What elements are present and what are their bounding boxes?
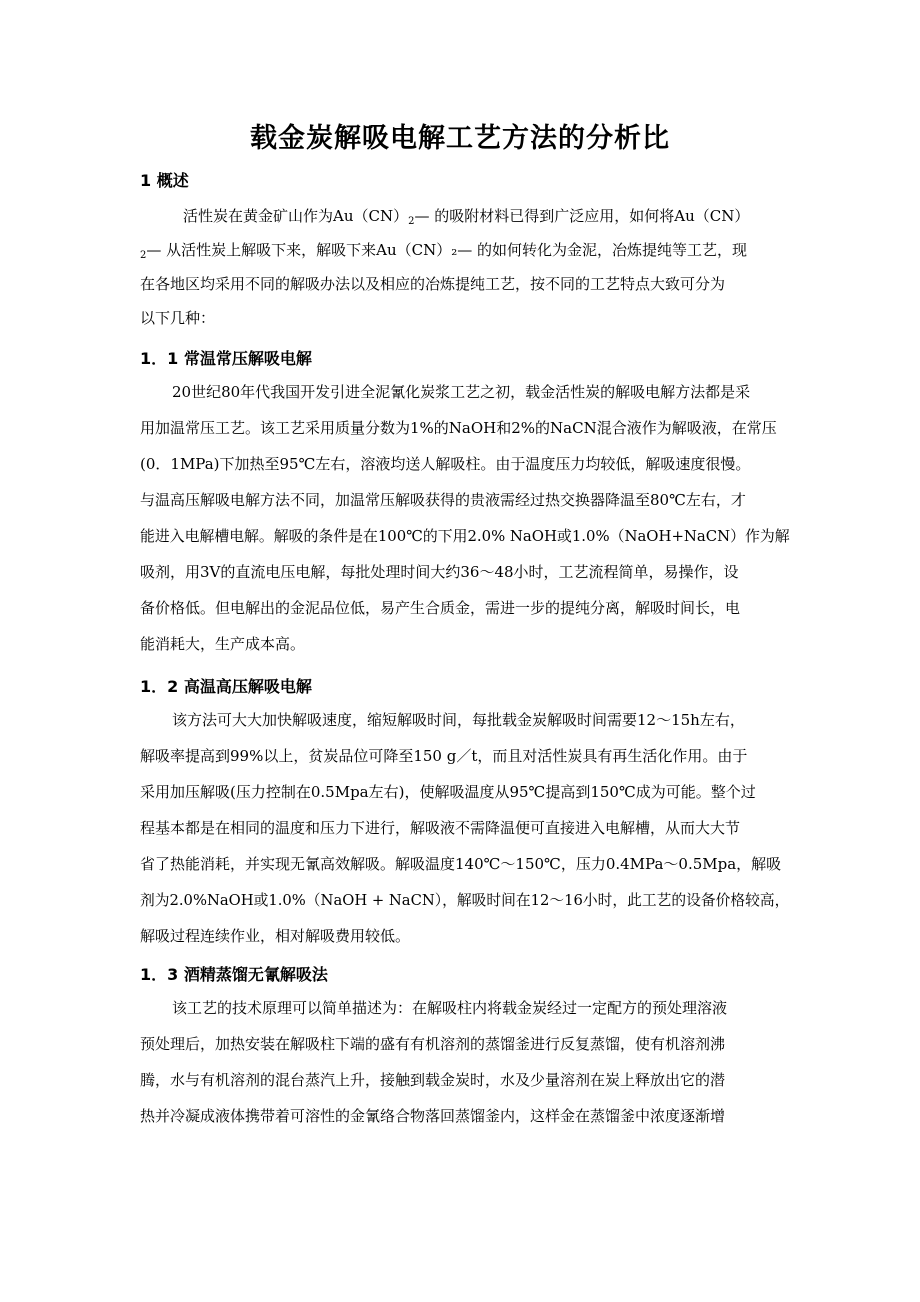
section-heading-1-3: 1．3 酒精蒸馏无氰解吸法 — [140, 965, 328, 984]
paragraph-line: 与温高压解吸电解方法不同，加温常压解吸获得的贵液需经过热交换器降温至80℃左右，才 — [140, 491, 746, 509]
paragraph-line: 腾，水与有机溶剂的混台蒸汽上升，接触到载金炭时，水及少量溶剂在炭上释放出它的潜 — [140, 1071, 726, 1089]
paragraph-line: 活性炭在黄金矿山作为$Au(CN)_2—$ 的吸附材料已得到广泛应用，如何将Au（CN） — [183, 207, 750, 227]
paragraph-line: 能消耗大，生产成本高。 — [140, 635, 306, 653]
section-heading-overview: 1 概述 — [140, 171, 189, 190]
paragraph-line: 以下几种： — [140, 309, 216, 327]
paragraph-line: 该工艺的技术原理可以简单描述为：在解吸柱内将载金炭经过一定配方的预处理溶液 — [172, 999, 728, 1017]
paragraph-line: 备价格低。但电解出的金泥品位低，易产生合质金，需进一步的提纯分离，解吸时间长，电 — [140, 599, 741, 617]
document-title: 载金炭解吸电解工艺方法的分析比 — [250, 123, 670, 154]
paragraph-line: 20世纪80年代我国开发引进全泥氰化炭浆工艺之初，载金活性炭的解吸电解方法都是采 — [172, 383, 751, 401]
paragraph-line: 程基本都是在相同的温度和压力下进行，解吸液不需降温便可直接进入电解槽，从而大大节 — [140, 819, 741, 837]
paragraph-line: 剂为2.0%NaOH或1.0%（NaOH + NaCN），解吸时间在12～16小时，此工艺的设备价格较高， — [140, 891, 790, 909]
paragraph-line: 用加温常压工艺。该工艺采用质量分数为1%的NaOH和2%的NaCN混合液作为解吸液，在常压 — [140, 419, 777, 437]
paragraph-line: 能进入电解槽电解。解吸的条件是在100℃的下用2.0% NaOH或1.0%（NaOH+NaCN）作为解 — [140, 527, 790, 545]
paragraph-line: 解吸率提高到99%以上，贫炭品位可降至150 g／t，而且对活性炭具有再生活化作用。由于 — [140, 747, 748, 765]
section-heading-1-2: 1．2 高温高压解吸电解 — [140, 677, 312, 696]
paragraph-line: 该方法可大大加快解吸速度，缩短解吸时间，每批载金炭解吸时间需要12～15h左右， — [172, 711, 745, 729]
paragraph-line: 预处理后，加热安装在解吸柱下端的盛有有机溶剂的蒸馏釜进行反复蒸馏，使有机溶剂沸 — [140, 1035, 726, 1053]
paragraph-line: 热并冷凝成液体携带着可溶性的金氰络合物落回蒸馏釜内，这样金在蒸馏釜中浓度逐渐增 — [140, 1107, 726, 1125]
paragraph-line: $_2$— 从活性炭上解吸下来，解吸下来Au（CN）₂— 的如何转化为金泥，冶炼提纯等工艺，现 — [140, 241, 748, 261]
paragraph-line: 在各地区均采用不同的解吸办法以及相应的冶炼提纯工艺，按不同的工艺特点大致可分为 — [140, 275, 726, 293]
paragraph-line: 吸剂，用3V的直流电压电解，每批处理时间大约36～48小时，工艺流程简单，易操作，设 — [140, 563, 739, 581]
paragraph-line: (0．1MPa)下加热至95℃左右，溶液均送人解吸柱。由于温度压力均较低，解吸速度很慢。 — [140, 455, 751, 473]
paragraph-line: 省了热能消耗，并实现无氰高效解吸。解吸温度140℃～150℃，压力0.4MPa～0.5Mpa，解吸 — [140, 855, 782, 873]
paragraph-line: 采用加压解吸(压力控制在0.5Mpa左右)，使解吸温度从95℃提高到150℃成为可能。整个过 — [140, 783, 756, 801]
paragraph-line: 解吸过程连续作业，相对解吸费用较低。 — [140, 927, 411, 945]
section-heading-1-1: 1．1 常温常压解吸电解 — [140, 349, 312, 368]
